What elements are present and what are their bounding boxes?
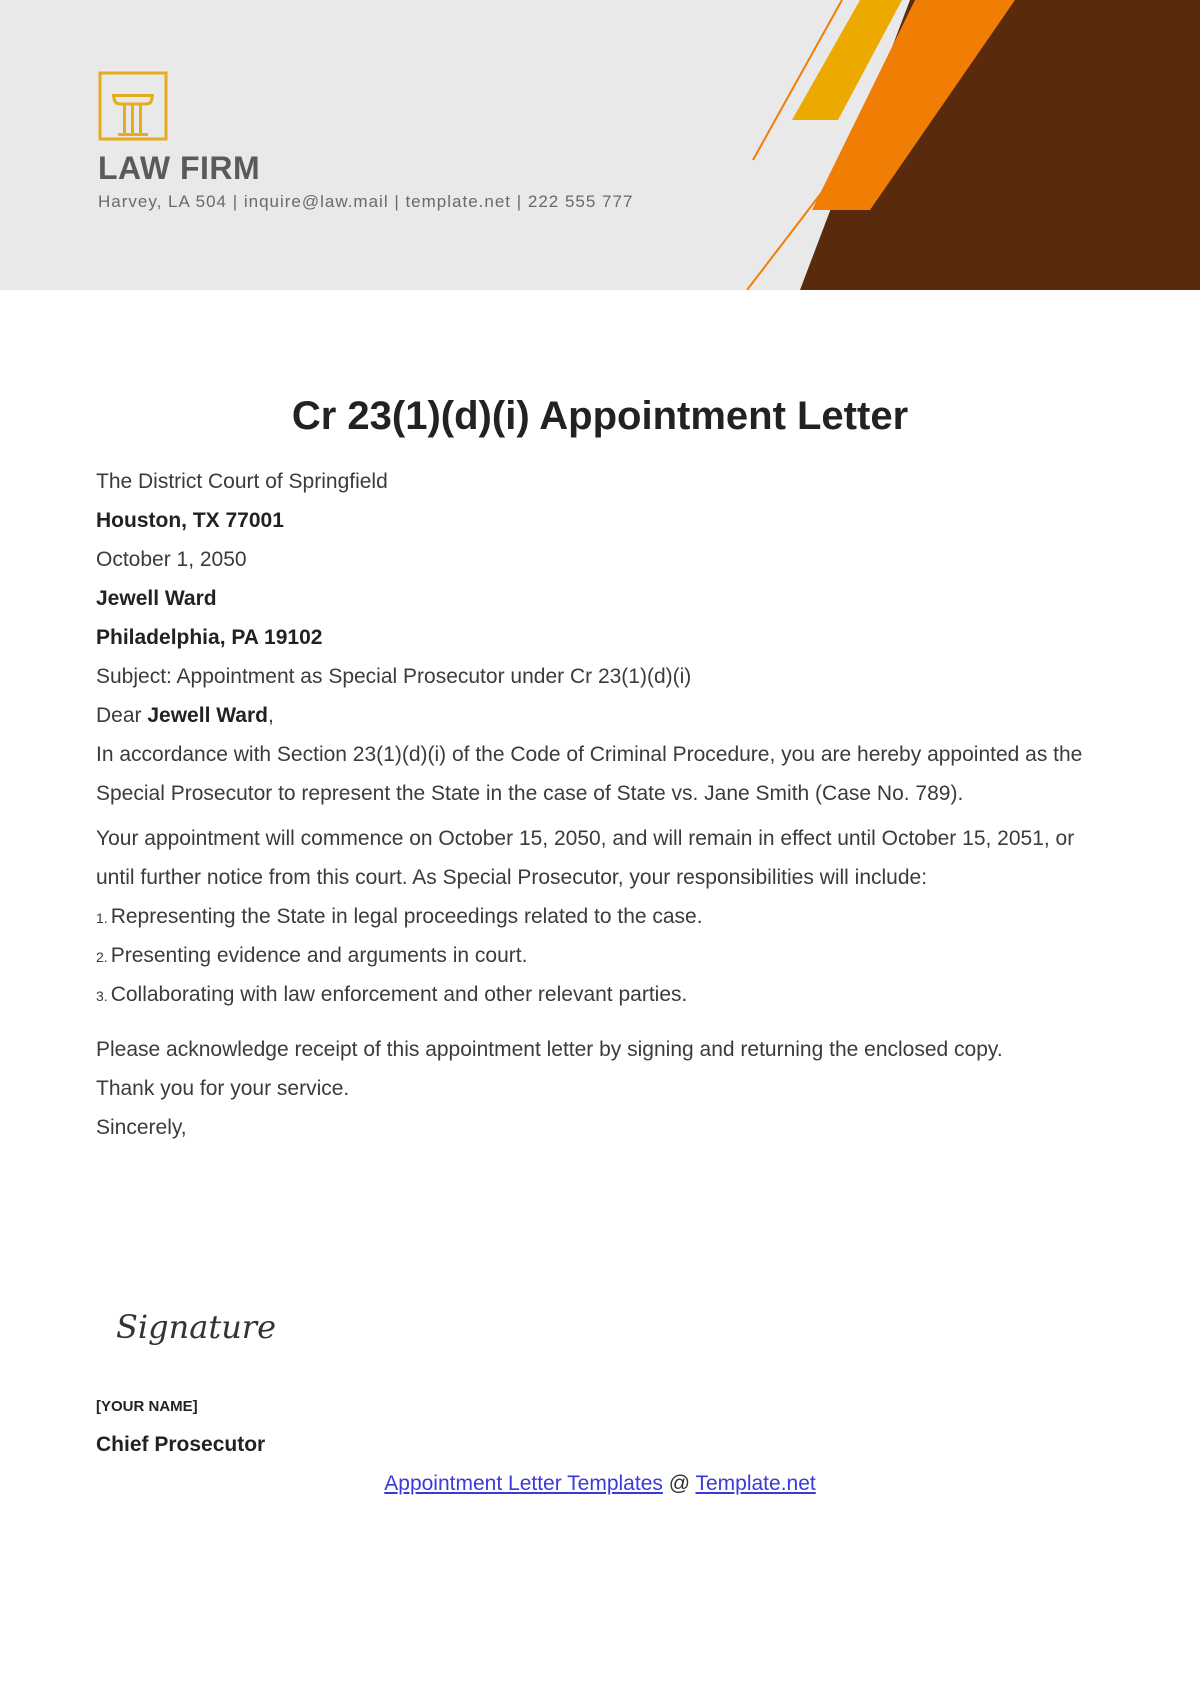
court-name: The District Court of Springfield (96, 470, 388, 493)
firm-contact: Harvey, LA 504 | inquire@law.mail | template.net | 222 555 777 (98, 192, 634, 211)
paragraph-appointment: In accordance with Section 23(1)(d)(i) of the Code of Criminal Procedure, you are hereby appointed as the Special Prosecutor to represent the State in the case of State vs. Jane Smith (Case No. 789). (96, 743, 1083, 805)
list-number: 2. (96, 949, 108, 965)
closing-line: Sincerely, (96, 1116, 187, 1139)
salutation (96, 696, 1096, 735)
list-item (96, 936, 1096, 975)
salutation-suffix: , (267, 704, 274, 727)
list-item (96, 975, 1096, 1014)
recipient-address: Philadelphia, PA 19102 (96, 626, 323, 649)
signature-image: Signature (116, 1308, 277, 1346)
subject-line: Subject: Appointment as Special Prosecutor under Cr 23(1)(d)(i) (96, 665, 692, 688)
thanks-line: Thank you for your service. (96, 1077, 350, 1100)
paragraph-acknowledge: Please acknowledge receipt of this appointment letter by signing and returning the enclosed copy. (96, 1038, 1003, 1061)
footer-separator: @ (662, 1472, 696, 1495)
list-text: Presenting evidence and arguments in court. (110, 944, 528, 967)
pillar-icon (98, 71, 170, 143)
letter-date: October 1, 2050 (96, 548, 247, 571)
list-text: Collaborating with law enforcement and other relevant parties. (110, 983, 688, 1006)
list-item (96, 897, 1096, 936)
signer-role: Chief Prosecutor (96, 1433, 266, 1456)
signer-name: [YOUR NAME] (96, 1398, 198, 1415)
paragraph-term: Your appointment will commence on October 15, 2050, and will remain in effect until October 15, 2051, or until further notice from this court. As Special Prosecutor, your responsibilities will include: (96, 827, 1075, 889)
footer-links (0, 1472, 1200, 1496)
list-text: Representing the State in legal proceedings related to the case. (110, 905, 703, 928)
template-net-link[interactable]: Template.net (695, 1472, 816, 1495)
list-number: 3. (96, 988, 108, 1004)
letter-body (96, 462, 1096, 1147)
salutation-name: Jewell Ward (147, 704, 268, 727)
responsibilities-list (96, 897, 1096, 1014)
letterhead (0, 0, 1200, 290)
appointment-templates-link[interactable]: Appointment Letter Templates (384, 1472, 663, 1495)
firm-name: LAW FIRM (98, 150, 261, 186)
recipient-name: Jewell Ward (96, 587, 217, 610)
letter-title: Cr 23(1)(d)(i) Appointment Letter (291, 394, 909, 438)
salutation-prefix: Dear (96, 704, 148, 727)
list-number: 1. (96, 910, 108, 926)
court-address: Houston, TX 77001 (96, 509, 284, 532)
decorative-stripes (0, 0, 1200, 290)
